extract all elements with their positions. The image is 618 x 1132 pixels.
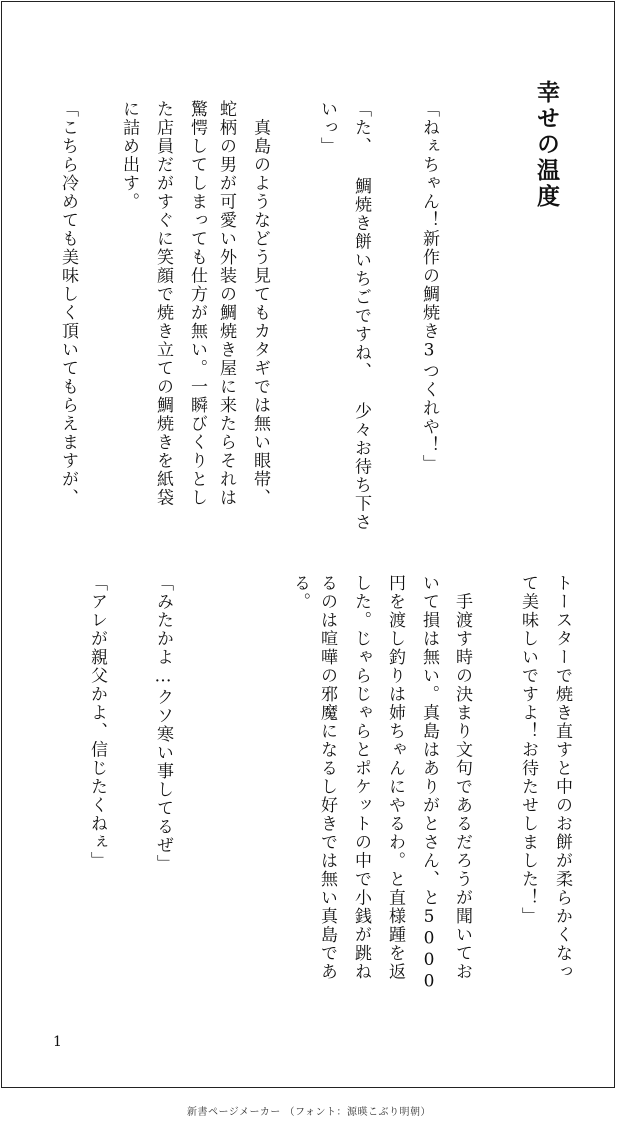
text-column: るのは喧嘩の邪魔になるし好きでは無い真島であ [317, 574, 337, 981]
text-column: 驚愕してしまっても仕方が無い。一瞬びくりとし [187, 100, 207, 507]
text-column: いて損は無い。真島はありがとさん、と5000 [419, 574, 439, 993]
text-column: 「ねぇちゃん！新作の鯛焼き3つくれや！」 [419, 100, 439, 473]
text-column: に詰め出す。 [119, 100, 139, 211]
text-column: 「みたかよ…クソ寒い事してるぜ」 [153, 574, 173, 873]
text-column: る。 [290, 574, 310, 611]
text-column: 蛇柄の男が可愛い外装の鯛焼き屋に来たらそれは [216, 100, 236, 507]
text-column: 手渡す時の決まり文句であるだろうが聞いてお [452, 574, 472, 981]
footer-credit: 新書ページメーカー （フォント：源暎こぶり明朝） [187, 1107, 431, 1118]
text-column: 「こちら冷めても美味しく頂いてもらえますが、 [58, 100, 78, 507]
text-column: 「た、 鯛焼き餅いちごですね、 少々お待ち下さ [351, 100, 371, 532]
page-number: 1 [53, 1034, 62, 1050]
text-column: 「アレが親父かよ、信じたくねぇ」 [87, 574, 107, 870]
text-column: 円を渡し釣りは姉ちゃんにやるわ。と直様踵を返 [385, 574, 405, 981]
text-column: トースターで焼き直すと中のお餅が柔らかくなっ [552, 574, 572, 981]
text-column: た店員だがすぐに笑顔で焼き立ての鯛焼きを紙袋 [153, 100, 173, 507]
text-column: て美味しいですよ！お待たせしました！」 [518, 574, 538, 926]
page-title: 幸せの温度 [533, 80, 560, 210]
text-column: 真島のようなどう見てもカタギでは無い眼帯、 [250, 100, 270, 507]
text-column: いっ」 [317, 100, 337, 156]
text-column: した。じゃらじゃらとポケットの中で小銭が跳ね [351, 574, 371, 981]
